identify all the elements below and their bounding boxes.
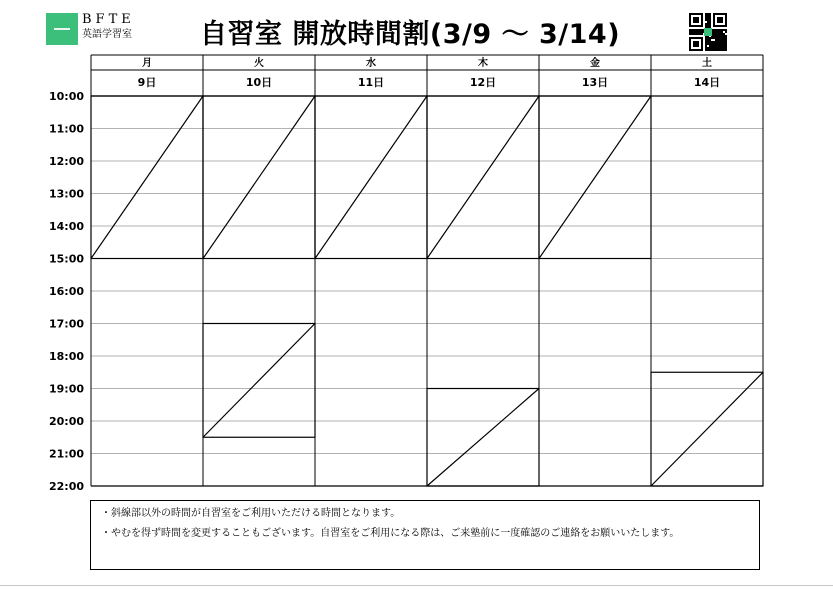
hour-label: 16:00 bbox=[48, 285, 84, 298]
hour-label: 12:00 bbox=[48, 155, 84, 168]
weekday-label: 月 bbox=[142, 58, 152, 69]
closed-block-diagonal bbox=[203, 96, 315, 259]
bottom-divider bbox=[0, 585, 833, 586]
hour-label: 21:00 bbox=[48, 447, 84, 461]
weekday-label: 木 bbox=[478, 58, 488, 69]
closed-block-diagonal bbox=[427, 389, 539, 487]
date-label: 14日 bbox=[693, 76, 721, 89]
date-label: 11日 bbox=[357, 76, 385, 89]
closed-block-diagonal bbox=[203, 324, 315, 438]
hour-label: 10:00 bbox=[48, 90, 84, 103]
weekday-label: 火 bbox=[254, 58, 264, 69]
closed-block-diagonal bbox=[427, 96, 539, 259]
weekday-label: 水 bbox=[366, 58, 376, 69]
date-label: 13日 bbox=[581, 76, 609, 89]
hour-label: 17:00 bbox=[48, 317, 84, 331]
weekday-label: 金 bbox=[590, 58, 600, 69]
closed-block-diagonal bbox=[651, 372, 763, 486]
hour-label: 19:00 bbox=[48, 382, 84, 396]
logo-brand: BFTE bbox=[82, 12, 135, 27]
hour-label: 18:00 bbox=[48, 350, 84, 363]
date-label: 10日 bbox=[245, 76, 273, 89]
date-label: 9日 bbox=[137, 76, 157, 89]
closed-block-diagonal bbox=[315, 96, 427, 259]
hour-label: 20:00 bbox=[48, 415, 84, 428]
hour-label: 15:00 bbox=[48, 252, 84, 266]
page-title: 自習室 開放時間割(3/9 ～ 3/14) bbox=[200, 19, 621, 50]
date-label: 12日 bbox=[469, 76, 497, 89]
closed-block-diagonal bbox=[539, 96, 651, 259]
logo-subtitle: 英語学習室 bbox=[82, 29, 132, 40]
hour-label: 13:00 bbox=[48, 187, 84, 201]
weekday-label: 土 bbox=[702, 58, 712, 69]
hour-label: 22:00 bbox=[48, 480, 84, 493]
closed-block-diagonal bbox=[91, 96, 203, 259]
hour-label: 14:00 bbox=[48, 220, 84, 233]
notes-box bbox=[90, 500, 760, 570]
note-line: ・斜線部以外の時間が自習室をご利用いただける時間となります。 bbox=[101, 508, 401, 519]
note-line: ・やむを得ず時間を変更することもございます。自習室をご利用になる際は、ご来塾前に一度確認のご連絡をお願いいたします。 bbox=[101, 528, 680, 539]
hour-label: 11:00 bbox=[48, 122, 84, 136]
